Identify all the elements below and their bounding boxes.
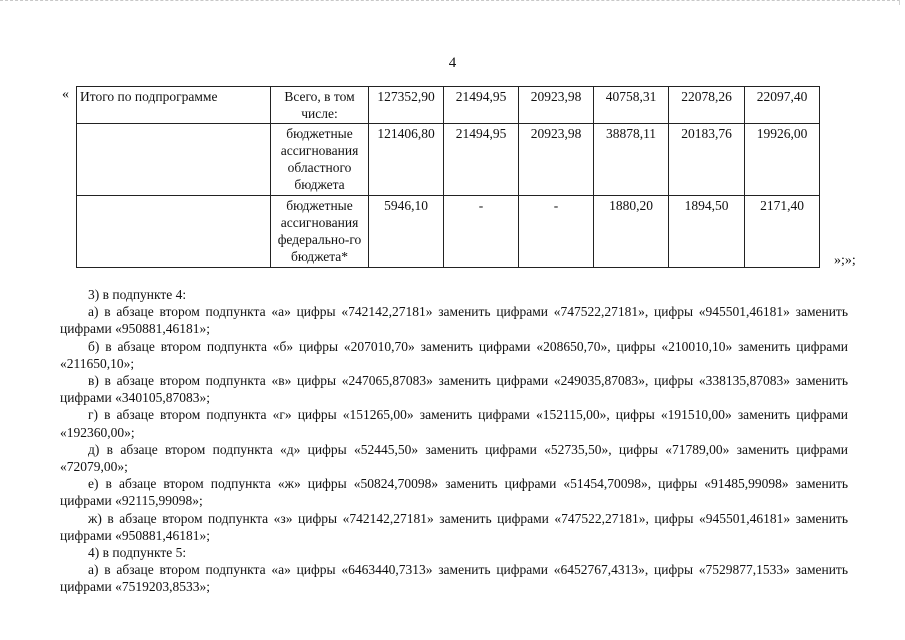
amendment-paragraph: 3) в подпункте 4:: [88, 287, 187, 302]
closing-quote: »;»;: [834, 253, 856, 268]
value-cell: 19926,00: [745, 124, 820, 196]
budget-table: [76, 86, 820, 268]
page-number: 4: [448, 55, 457, 71]
funding-type-cell: бюджетные ассигнования областного бюджета: [271, 124, 369, 196]
amendment-text: [60, 286, 848, 596]
value-cell: 121406,80: [369, 124, 444, 196]
amendment-paragraph: г) в абзаце втором подпункта «г» цифры «151265,00» заменить цифрами «152115,00», цифры «191510,00» заменить цифрами «192360,00»;: [60, 407, 848, 440]
row-name-cell: [77, 124, 271, 196]
value-cell: 22078,26: [669, 87, 745, 124]
value-cell: 1880,20: [594, 196, 669, 268]
value-cell: 20923,98: [519, 124, 594, 196]
opening-quote: «: [62, 87, 69, 102]
value-cell: 1894,50: [669, 196, 745, 268]
budget-table-body: [77, 87, 820, 268]
table-row: [77, 124, 820, 196]
page-edge: [0, 0, 900, 5]
amendment-paragraph: ж) в абзаце втором подпункта «з» цифры «742142,27181» заменить цифрами «747522,27181», цифры «945501,46181» заменить цифрами «950881,46181»;: [60, 510, 848, 543]
value-cell: 21494,95: [444, 87, 519, 124]
value-cell: 22097,40: [745, 87, 820, 124]
funding-type-cell: бюджетные ассигнования федерально-го бюджета*: [271, 196, 369, 268]
amendment-paragraph: а) в абзаце втором подпункта «а» цифры «6463440,7313» заменить цифрами «6452767,4313», цифры «7529877,1533» заменить цифрами «7519203,8533»;: [60, 562, 848, 595]
value-cell: 5946,10: [369, 196, 444, 268]
value-cell: 21494,95: [444, 124, 519, 196]
amendment-paragraph: д) в абзаце втором подпункта «д» цифры «52445,50» заменить цифрами «52735,50», цифры «71789,00» заменить цифрами «72079,00»;: [60, 441, 848, 475]
value-cell: 20923,98: [519, 87, 594, 124]
value-cell: 20183,76: [669, 124, 745, 196]
amendment-paragraph: е) в абзаце втором подпункта «ж» цифры «50824,70098» заменить цифрами «51454,70098», цифры «91485,99098» заменить цифрами «92115,99098»;: [60, 476, 848, 509]
row-name-cell: [77, 196, 271, 268]
row-name-cell: Итого по подпрограмме: [77, 87, 271, 124]
value-cell: 127352,90: [369, 87, 444, 124]
amendment-paragraph: а) в абзаце втором подпункта «а» цифры «742142,27181» заменить цифрами «747522,27181», цифры «945501,46181» заменить цифрами «950881,46181»;: [60, 304, 848, 337]
funding-type-cell: Всего, в том числе:: [271, 87, 369, 124]
value-cell: -: [444, 196, 519, 268]
table-row: [77, 196, 820, 268]
value-cell: -: [519, 196, 594, 268]
amendment-paragraph: 4) в подпункте 5:: [88, 545, 187, 561]
table-row: [77, 87, 820, 124]
value-cell: 38878,11: [594, 124, 669, 196]
value-cell: 2171,40: [745, 196, 820, 268]
amendment-paragraph: б) в абзаце втором подпункта «б» цифры «207010,70» заменить цифрами «208650,70», цифры «210010,10» заменить цифрами «211650,10»;: [60, 338, 848, 371]
amendment-paragraph: в) в абзаце втором подпункта «в» цифры «247065,87083» заменить цифрами «249035,87083», цифры «338135,87083» заменить цифрами «340105,87083»;: [60, 373, 848, 406]
value-cell: 40758,31: [594, 87, 669, 124]
